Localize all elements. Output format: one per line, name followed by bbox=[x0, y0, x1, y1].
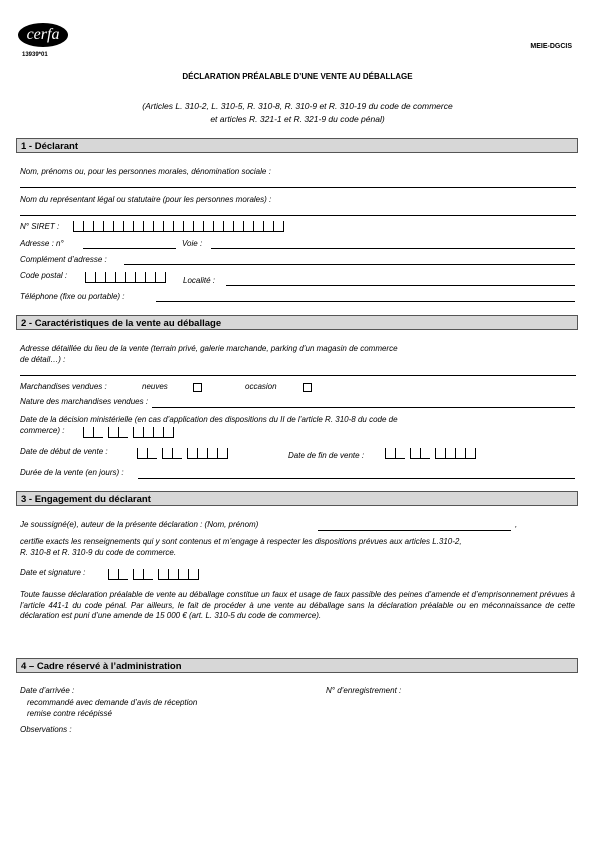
start-date-label: Date de début de vente : bbox=[20, 447, 108, 456]
cerfa-logo: cerfa bbox=[18, 23, 68, 47]
sale-address-label-line2: de détail…) : bbox=[20, 355, 66, 364]
duration-label: Durée de la vente (en jours) : bbox=[20, 468, 124, 477]
representative-label: Nom du représentant légal ou statutaire (pour les personnes morales) : bbox=[20, 195, 272, 204]
start-date-comb-field[interactable] bbox=[137, 448, 228, 459]
sale-address-field[interactable] bbox=[20, 375, 576, 376]
name-field[interactable] bbox=[20, 187, 576, 188]
phone-label: Téléphone (fixe ou portable) : bbox=[20, 292, 125, 301]
street-field[interactable] bbox=[211, 248, 575, 249]
section-2-header: 2 - Caractéristiques de la vente au déballage bbox=[16, 315, 578, 330]
section-3-header: 3 - Engagement du déclarant bbox=[16, 491, 578, 506]
used-goods-label: occasion bbox=[245, 382, 277, 391]
goods-nature-label: Nature des marchandises vendues : bbox=[20, 397, 149, 406]
form-number: 13939*01 bbox=[22, 52, 48, 58]
certify-text-line1: certifie exacts les renseignements qui y sont contenus et m’engage à respecter les dispositions prévues aux articles L.310-2, bbox=[20, 537, 462, 546]
representative-field[interactable] bbox=[20, 215, 576, 216]
sale-address-label-line1: Adresse détaillée du lieu de la vente (terrain privé, galerie marchande, parking d’un magasin de commerce bbox=[20, 344, 398, 353]
legal-references-line2: et articles R. 321-1 et R. 321-9 du code pénal) bbox=[210, 114, 385, 124]
street-label: Voie : bbox=[182, 239, 203, 248]
signature-date-comb-field[interactable] bbox=[108, 569, 199, 580]
locality-field[interactable] bbox=[226, 285, 575, 286]
registration-number-label: N° d’enregistrement : bbox=[326, 686, 402, 695]
undersigned-name-field[interactable] bbox=[318, 530, 511, 531]
address-number-label: Adresse : n° bbox=[20, 239, 64, 248]
postal-code-label: Code postal : bbox=[20, 271, 68, 280]
document-title: DÉCLARATION PRÉALABLE D’UNE VENTE AU DÉBALLAGE bbox=[182, 72, 413, 81]
decision-date-label-line1: Date de la décision ministérielle (en cas d’application des dispositions du II de l’article R. 310-8 du code de bbox=[20, 415, 398, 424]
siret-label: N° SIRET : bbox=[20, 222, 60, 231]
new-goods-label: neuves bbox=[142, 382, 168, 391]
end-date-comb-field[interactable] bbox=[385, 448, 476, 459]
legal-references bbox=[0, 100, 595, 126]
goods-label: Marchandises vendues : bbox=[20, 382, 107, 391]
arrival-option-receipt: remise contre récépissé bbox=[27, 709, 112, 718]
locality-label: Localité : bbox=[183, 276, 216, 285]
goods-nature-field[interactable] bbox=[152, 407, 575, 408]
address-complement-field[interactable] bbox=[124, 264, 575, 265]
name-label: Nom, prénoms ou, pour les personnes morales, dénomination sociale : bbox=[20, 167, 271, 176]
duration-field[interactable] bbox=[138, 478, 575, 479]
undersigned-label: Je soussigné(e), auteur de la présente déclaration : (Nom, prénom) bbox=[20, 520, 259, 529]
arrival-option-registered: recommandé avec demande d’avis de réception bbox=[27, 698, 198, 707]
decision-date-comb-field[interactable] bbox=[83, 427, 174, 438]
certify-text-line2: R. 310-8 et R. 310-9 du code de commerce. bbox=[20, 548, 177, 557]
postal-code-comb-field[interactable] bbox=[85, 272, 166, 283]
address-number-field[interactable] bbox=[83, 248, 176, 249]
undersigned-comma: , bbox=[515, 520, 518, 529]
section-1-header: 1 - Déclarant bbox=[16, 138, 578, 153]
decision-date-label-line2: commerce) : bbox=[20, 426, 65, 435]
phone-field[interactable] bbox=[156, 301, 575, 302]
observations-label: Observations : bbox=[20, 725, 72, 734]
section-4-header: 4 – Cadre réservé à l’administration bbox=[16, 658, 578, 673]
new-goods-checkbox[interactable] bbox=[193, 383, 202, 392]
end-date-label: Date de fin de vente : bbox=[288, 451, 365, 460]
date-signature-label: Date et signature : bbox=[20, 568, 86, 577]
siret-comb-field[interactable] bbox=[73, 221, 284, 232]
arrival-date-label: Date d’arrivée : bbox=[20, 686, 75, 695]
organisation-code: MEIE-DGCIS bbox=[530, 43, 572, 50]
legal-references-line1: (Articles L. 310-2, L. 310-5, R. 310-8, R. 310-9 et R. 310-19 du code de commerce bbox=[142, 101, 453, 111]
address-complement-label: Complément d’adresse : bbox=[20, 255, 107, 264]
used-goods-checkbox[interactable] bbox=[303, 383, 312, 392]
legal-warning: Toute fausse déclaration préalable de vente au déballage constitue un faux et usage de faux passible des peines d’amende et d’emprisonnement prévues à l’article 441-1 du code pénal. Par ailleurs, le fait de procéder à une vente au déballage sans la déclaration préalable ou en méconnaissance de cette déclaration est puni d’une amende de 15 000 € (art. L. 310-5 du code de commerce). bbox=[20, 590, 575, 620]
